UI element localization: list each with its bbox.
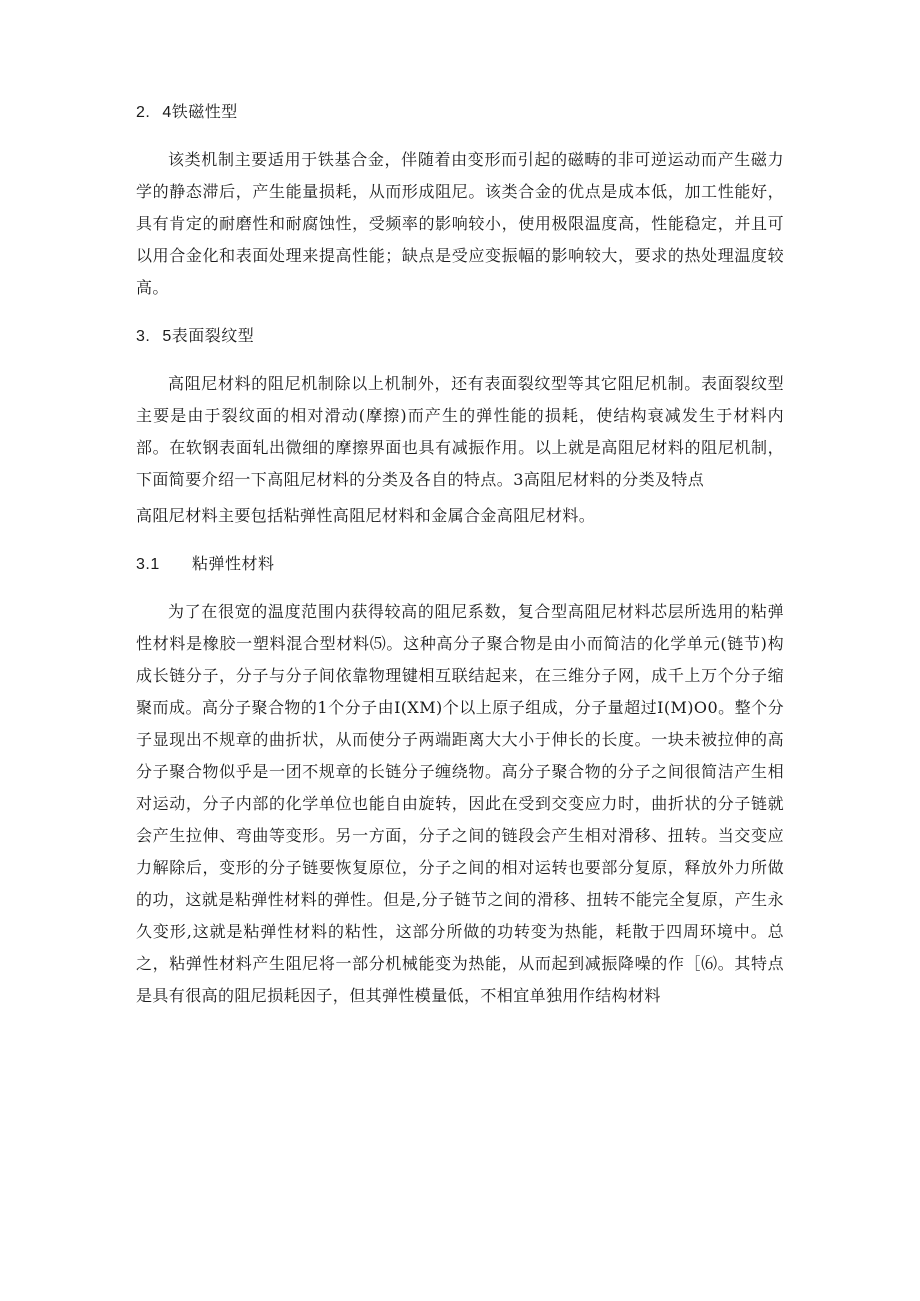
section-heading-3-5 (136, 320, 784, 354)
section-heading-3-1 (136, 548, 784, 582)
paragraph-ferromagnetic: 该类机制主要适用于铁基合金，伴随着由变形而引起的磁畴的非可逆运动而产生磁力学的静态滞后，产生能量损耗，从而形成阻尼。该类合金的优点是成本低，加工性能好，具有肯定的耐磨性和耐腐蚀性，受频率的影响较小，使用极限温度高，性能稳定，并且可以用合金化和表面处理来提高性能；缺点是受应变振幅的影响较大，要求的热处理温度较高。 (136, 150, 784, 297)
paragraph-surface-crack: 高阻尼材料的阻尼机制除以上机制外，还有表面裂纹型等其它阻尼机制。表面裂纹型主要是由于裂纹面的相对滑动(摩擦)而产生的弹性能的损耗，使结构衰减发生于材料内部。在软钢表面轧出微细的摩擦界面也具有减振作用。以上就是高阻尼材料的阻尼机制，下面简要介绍一下高阻尼材料的分类及各自的特点。3高阻尼材料的分类及特点 (136, 374, 784, 489)
section-title: 4铁磁性型 (162, 104, 238, 121)
section-heading-2-4 (136, 96, 784, 130)
paragraph-viscoelastic: 为了在很宽的温度范围内获得较高的阻尼系数，复合型高阻尼材料芯层所选用的粘弹性材料是橡胶一塑料混合型材料⑸。这种高分子聚合物是由小而简洁的化学单元(链节)构成长链分子，分子与分子间依靠物理键相互联结起来，在三维分子网，成千上万个分子缩聚而成。高分子聚合物的1个分子由I(XM)个以上原子组成，分子量超过I(M)O0。整个分子显现出不规章的曲折状，从而使分子两端距离大大小于伸长的长度。一块未被拉伸的高分子聚合物似乎是一团不规章的长链分子缠绕物。高分子聚合物的分子之间很简洁产生相对运动，分子内部的化学单位也能自由旋转，因此在受到交变应力时，曲折状的分子链就会产生拉伸、弯曲等变形。另一方面，分子之间的链段会产生相对滑移、扭转。当交变应力解除后，变形的分子链要恢复原位，分子之间的相对运转也要部分复原，释放外力所做的功，这就是粘弹性材料的弹性。但是,分子链节之间的滑移、扭转不能完全复原，产生永久变形,这就是粘弹性材料的粘性，这部分所做的功转变为热能，耗散于四周环境中。总之，粘弹性材料产生阻尼将一部分机械能变为热能，从而起到减振降噪的作［⑹。其特点是具有很高的阻尼损耗因子，但其弹性模量低，不相宜单独用作结构材料 (136, 602, 784, 1005)
section-number: 2. (136, 104, 151, 121)
paragraph-classification: 高阻尼材料主要包括粘弹性高阻尼材料和金属合金高阻尼材料。 (136, 506, 596, 525)
section-number: 3.1 (136, 556, 160, 573)
section-number: 3. (136, 328, 151, 345)
document-body (136, 96, 784, 1028)
section-title: 粘弹性材料 (192, 556, 275, 573)
section-title: 5表面裂纹型 (162, 328, 255, 345)
